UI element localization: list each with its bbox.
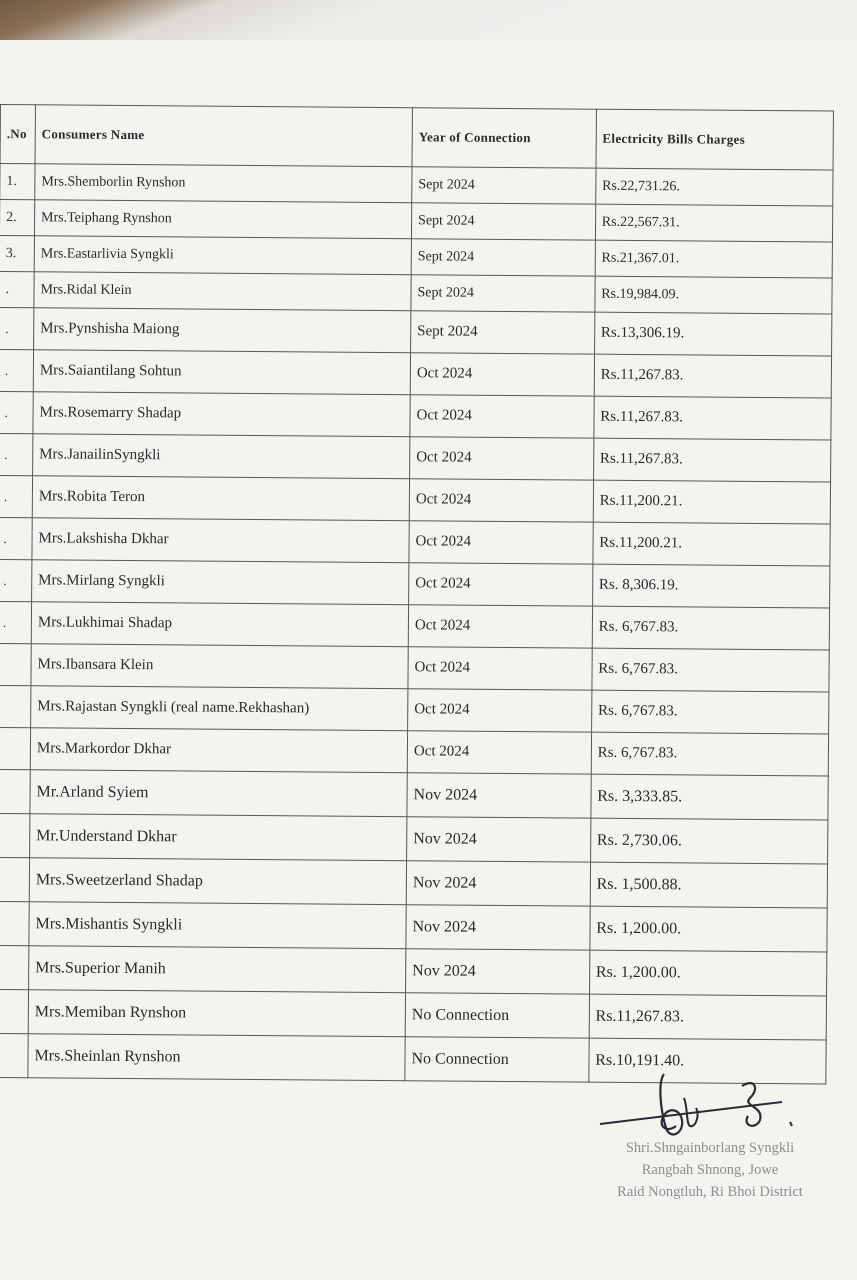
header-sl-no: .No	[0, 105, 35, 164]
connection-year: Oct 2024	[410, 395, 594, 438]
row-sl-number	[0, 813, 30, 857]
row-sl-number	[0, 857, 30, 901]
consumer-name: Mrs.Lukhimai Shadap	[31, 602, 408, 647]
bill-charge: Rs.19,984.09.	[595, 276, 833, 314]
table-row	[0, 517, 830, 566]
bill-charge: Rs.11,267.83.	[593, 438, 831, 482]
connection-year: Nov 2024	[406, 905, 590, 950]
bill-charge: Rs.11,267.83.	[589, 994, 827, 1040]
row-sl-number	[0, 989, 28, 1033]
consumer-name: Mrs.Pynshisha Maiong	[34, 308, 411, 353]
bill-charge: Rs.10,191.40.	[589, 1038, 827, 1084]
row-sl-number	[0, 769, 30, 813]
bill-charge: Rs. 6,767.83.	[591, 690, 829, 734]
connection-year: Oct 2024	[409, 521, 593, 564]
consumer-bills-table	[0, 104, 834, 1085]
bill-charge: Rs.11,267.83.	[594, 354, 832, 398]
consumer-name: Mrs.Sheinlan Rynshon	[28, 1034, 405, 1081]
connection-year: Sept 2024	[411, 311, 595, 354]
table-row	[0, 769, 828, 820]
connection-year: Oct 2024	[408, 689, 592, 732]
bill-charge: Rs. 6,767.83.	[592, 606, 830, 650]
bill-charge: Rs. 8,306.19.	[592, 564, 830, 608]
connection-year: Oct 2024	[410, 437, 594, 480]
consumer-name: Mrs.JanailinSyngkli	[33, 434, 410, 479]
table-row	[0, 601, 830, 650]
bill-charge: Rs. 1,200.00.	[590, 906, 828, 952]
row-sl-number: .	[0, 517, 32, 559]
table-row	[0, 643, 829, 692]
bill-charge: Rs.22,567.31.	[595, 204, 833, 242]
row-sl-number	[0, 727, 31, 769]
connection-year: Sept 2024	[411, 203, 595, 240]
table-row	[0, 813, 828, 864]
consumer-name: Mrs.Lakshisha Dkhar	[32, 518, 409, 563]
consumer-name: Mrs.Eastarlivia Syngkli	[34, 236, 411, 275]
consumer-name: Mrs.Superior Manih	[28, 946, 405, 993]
row-sl-number: 1.	[0, 164, 35, 200]
connection-year: No Connection	[405, 993, 589, 1038]
connection-year: Oct 2024	[410, 353, 594, 396]
bill-charge: Rs.11,267.83.	[594, 396, 832, 440]
row-sl-number	[0, 901, 29, 945]
table-row	[0, 391, 831, 440]
connection-year: Nov 2024	[407, 817, 591, 862]
row-sl-number	[0, 1033, 28, 1077]
bill-charge: Rs. 3,333.85.	[591, 774, 829, 820]
table-row	[0, 945, 827, 996]
row-sl-number: .	[0, 307, 34, 349]
row-sl-number: .	[0, 433, 33, 475]
consumer-name: Mrs.Saiantilang Sohtun	[33, 350, 410, 395]
signature-block	[580, 1068, 840, 1208]
connection-year: Oct 2024	[408, 647, 592, 690]
table-row	[0, 857, 828, 908]
table-row	[0, 559, 830, 608]
consumer-name: Mr.Understand Dkhar	[30, 814, 407, 861]
connection-year: Oct 2024	[409, 479, 593, 522]
consumer-name: Mrs.Shemborlin Rynshon	[35, 164, 412, 203]
connection-year: Nov 2024	[406, 949, 590, 994]
table-row	[0, 901, 827, 952]
connection-year: Oct 2024	[409, 563, 593, 606]
table-row	[0, 685, 829, 734]
connection-year: Oct 2024	[408, 605, 592, 648]
row-sl-number: .	[0, 391, 33, 433]
consumer-name: Mrs.Rosemarry Shadap	[33, 392, 410, 437]
consumer-name: Mrs.Mishantis Syngkli	[29, 902, 406, 949]
connection-year: Sept 2024	[411, 275, 595, 312]
consumer-name: Mrs.Sweetzerland Shadap	[29, 858, 406, 905]
signatory-title: Rangbah Shnong, Jowe	[641, 1162, 779, 1178]
header-bill-charges: Electricity Bills Charges	[596, 109, 834, 170]
consumer-name: Mrs.Rajastan Syngkli (real name.Rekhashan)	[31, 686, 408, 731]
bill-charge: Rs.11,200.21.	[593, 522, 831, 566]
table-body	[0, 164, 833, 1085]
consumer-name: Mrs.Markordor Dkhar	[30, 728, 407, 773]
signatory-address: Raid Nongtluh, Ri Bhoi District	[617, 1184, 803, 1200]
row-sl-number: .	[0, 475, 33, 517]
table-row	[0, 989, 827, 1040]
bill-charge: Rs.22,731.26.	[595, 168, 833, 206]
row-sl-number	[0, 945, 29, 989]
table-row	[0, 349, 832, 398]
bill-charge: Rs.11,200.21.	[593, 480, 831, 524]
consumer-name: Mrs.Mirlang Syngkli	[32, 560, 409, 605]
bill-charge: Rs. 2,730.06.	[590, 818, 828, 864]
connection-year: Sept 2024	[411, 239, 595, 276]
table-row	[0, 307, 832, 356]
connection-year: Oct 2024	[407, 731, 591, 774]
handwritten-signature	[592, 1068, 822, 1148]
consumer-name: Mrs.Ridal Klein	[34, 272, 411, 311]
signatory-name: Shri.Shngainborlang Syngkli	[625, 1140, 795, 1156]
consumer-name: Mrs.Ibansara Klein	[31, 644, 408, 689]
consumer-name: Mrs.Robita Teron	[32, 476, 409, 521]
row-sl-number: .	[0, 349, 34, 391]
connection-year: No Connection	[405, 1037, 589, 1082]
consumer-name: Mrs.Teiphang Rynshon	[34, 200, 411, 239]
bill-charge: Rs. 6,767.83.	[591, 732, 829, 776]
row-sl-number: .	[0, 271, 34, 307]
table-row	[0, 433, 831, 482]
row-sl-number: 2.	[0, 200, 35, 236]
bill-charge: Rs. 6,767.83.	[592, 648, 830, 692]
row-sl-number: .	[0, 601, 32, 643]
bill-charge: Rs. 1,200.00.	[589, 950, 827, 996]
header-consumer-name: Consumers Name	[35, 105, 412, 167]
row-sl-number	[0, 685, 31, 727]
consumer-name: Mrs.Memiban Rynshon	[28, 990, 405, 1037]
bill-charge: Rs.21,367.01.	[595, 240, 833, 278]
connection-year: Sept 2024	[412, 167, 596, 204]
table-row	[0, 727, 829, 776]
row-sl-number: 3.	[0, 235, 34, 271]
row-sl-number	[0, 643, 31, 685]
table-header-row	[0, 105, 833, 171]
connection-year: Nov 2024	[407, 773, 591, 818]
header-year-of-connection: Year of Connection	[412, 108, 596, 168]
row-sl-number: .	[0, 559, 32, 601]
consumer-name: Mr.Arland Syiem	[30, 770, 407, 817]
connection-year: Nov 2024	[406, 861, 590, 906]
table-row	[0, 475, 831, 524]
bill-charge: Rs. 1,500.88.	[590, 862, 828, 908]
bill-charge: Rs.13,306.19.	[594, 312, 832, 356]
